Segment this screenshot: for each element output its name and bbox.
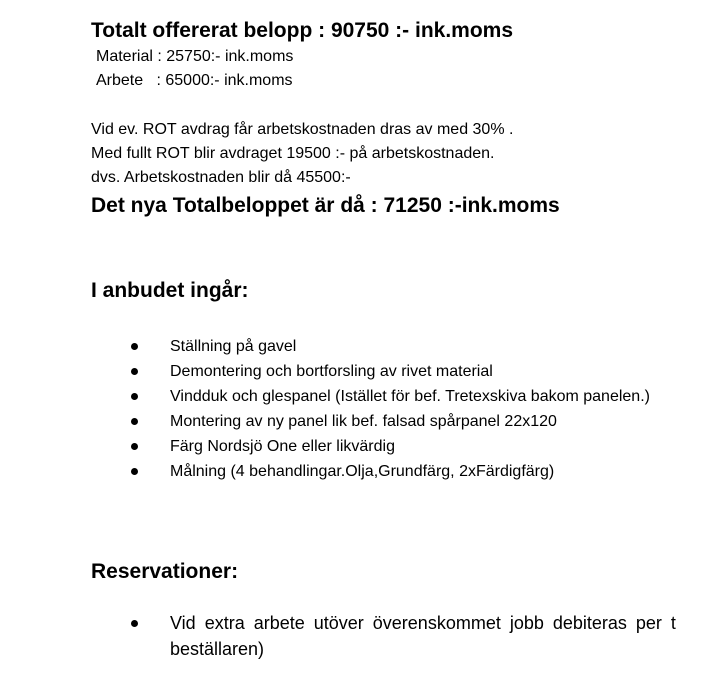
bullet-icon: [131, 343, 138, 350]
list-item-text: Vindduk och glespanel (Istället för bef. Tretexskiva bakom panelen.): [170, 388, 650, 405]
list-item-text: Montering av ny panel lik bef. falsad spårpanel 22x120: [170, 413, 557, 430]
bullet-icon: [131, 368, 138, 375]
bullet-icon: [131, 620, 138, 627]
rot-info-line-1: Vid ev. ROT avdrag får arbetskostnaden dras av med 30% .: [91, 121, 514, 138]
reservation-item-text-line-1: Vid extra arbete utöver överenskommet jobb debiteras per t: [170, 613, 676, 633]
bullet-icon: [131, 418, 138, 425]
list-item-text: Ställning på gavel: [170, 338, 297, 355]
bullet-icon: [131, 393, 138, 400]
reservations-heading: Reservationer:: [91, 560, 239, 583]
rot-info-line-2: Med fullt ROT blir avdraget 19500 :- på arbetskostnaden.: [91, 145, 495, 162]
total-offer-heading: Totalt offererat belopp : 90750 :- ink.moms: [91, 19, 514, 42]
new-total-heading: Det nya Totalbeloppet är då : 71250 :-ink.moms: [91, 194, 560, 217]
bullet-icon: [131, 468, 138, 475]
list-item-text: Färg Nordsjö One eller likvärdig: [170, 438, 395, 455]
bullet-icon: [131, 443, 138, 450]
list-item-text: Demontering och bortforsling av rivet material: [170, 363, 493, 380]
list-item-text: Målning (4 behandlingar.Olja,Grundfärg, 2xFärdigfärg): [170, 463, 555, 480]
rot-info-line-3: dvs. Arbetskostnaden blir då 45500:-: [91, 169, 351, 186]
included-heading: I anbudet ingår:: [91, 279, 249, 302]
reservation-item-text-line-2: beställaren): [170, 639, 265, 659]
labor-cost-line: Arbete : 65000:- ink.moms: [96, 72, 293, 89]
material-cost-line: Material : 25750:- ink.moms: [96, 48, 294, 65]
